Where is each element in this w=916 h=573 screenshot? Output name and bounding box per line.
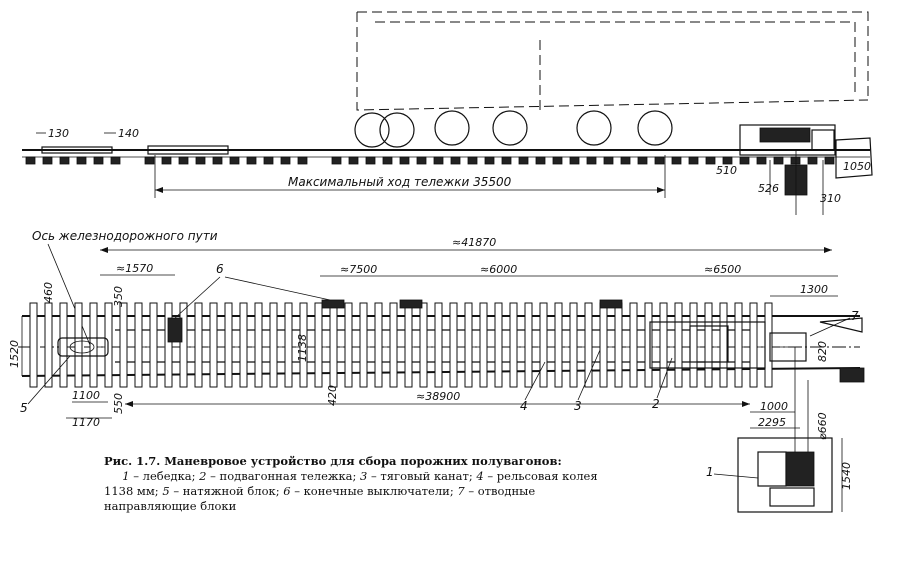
sleeper — [366, 157, 375, 164]
sleeper — [165, 303, 172, 387]
sleeper — [740, 157, 749, 164]
sleeper — [451, 157, 460, 164]
caption-text-5: – натяжной блок; — [169, 484, 284, 498]
sleeper — [519, 157, 528, 164]
dim-1520: 1520 — [8, 340, 21, 368]
sleeper — [553, 157, 562, 164]
sleeper — [621, 157, 630, 164]
dim-140: 140 — [118, 127, 139, 140]
caption-text-6: – конечные выключатели; — [290, 484, 458, 498]
sleeper — [150, 303, 157, 387]
sleeper — [390, 303, 397, 387]
sleeper — [420, 303, 427, 387]
sleeper — [264, 157, 273, 164]
sleeper — [765, 303, 772, 387]
sleeper — [690, 303, 697, 387]
dim-1540: 1540 — [840, 462, 853, 490]
sleeper — [26, 157, 35, 164]
caption-num-1: 1 — [122, 469, 130, 483]
sleeper — [43, 157, 52, 164]
sleeper — [111, 157, 120, 164]
sleeper — [270, 303, 277, 387]
callout-3: 3 — [574, 399, 582, 413]
dim-310: 310 — [820, 192, 841, 205]
sleeper — [281, 157, 290, 164]
sleeper — [247, 157, 256, 164]
caption-title: Рис. 1.7. Маневровое устройство для сбора порожних полувагонов: — [104, 454, 562, 468]
sleeper — [705, 303, 712, 387]
sleeper — [298, 157, 307, 164]
sleeper — [196, 157, 205, 164]
wagon-outline — [357, 12, 868, 110]
sleeper — [604, 157, 613, 164]
sleeper — [540, 303, 547, 387]
sleeper — [825, 157, 834, 164]
caption-num-6: 6 — [283, 484, 291, 498]
dim-6000: ≈6000 — [480, 263, 518, 276]
limit-switch — [400, 300, 422, 308]
dim-1570: ≈1570 — [116, 262, 154, 275]
sleeper — [570, 303, 577, 387]
sleeper — [383, 157, 392, 164]
sleeper — [630, 303, 637, 387]
dim-350: 350 — [112, 286, 125, 307]
sleeper — [75, 303, 82, 387]
dim-1138: 1138 — [296, 334, 309, 362]
sleeper — [162, 157, 171, 164]
sleeper — [615, 303, 622, 387]
sleeper — [405, 303, 412, 387]
sleeper — [720, 303, 727, 387]
sleeper — [213, 157, 222, 164]
limit-switch — [322, 300, 344, 308]
sleeper — [808, 157, 817, 164]
sleeper — [120, 303, 127, 387]
sleeper — [225, 303, 232, 387]
sleeper — [180, 303, 187, 387]
sleeper — [750, 303, 757, 387]
sleeper — [345, 303, 352, 387]
sleeper — [375, 303, 382, 387]
dim-total-length: ≈41870 — [452, 236, 497, 249]
callout-1: 1 — [706, 465, 714, 479]
sleeper — [285, 303, 292, 387]
sleeper — [315, 303, 322, 387]
dim-526: 526 — [758, 182, 779, 195]
callout-4: 4 — [520, 399, 528, 413]
dim-510: 510 — [716, 164, 737, 177]
wagon-wheels — [355, 111, 672, 147]
railway-axis-label: Ось железнодорожного пути — [32, 229, 218, 243]
elevation-view — [22, 12, 872, 215]
sleeper — [675, 303, 682, 387]
sleeper — [30, 303, 37, 387]
sleeper — [435, 303, 442, 387]
sleeper — [210, 303, 217, 387]
sleeper — [145, 157, 154, 164]
figure-caption — [104, 454, 624, 514]
caption-num-2: 2 — [199, 469, 207, 483]
dim-1300: 1300 — [800, 283, 828, 296]
caption-text-1: – лебедка; — [129, 469, 200, 483]
sleeper — [417, 157, 426, 164]
caption-num-5: 5 — [162, 484, 170, 498]
sleeper — [689, 157, 698, 164]
sleeper — [349, 157, 358, 164]
sleeper — [510, 303, 517, 387]
sleeper — [230, 157, 239, 164]
dim-820: 820 — [816, 341, 829, 362]
sleeper — [555, 303, 562, 387]
caption-text-3: – тяговый канат; — [367, 469, 477, 483]
dim-1100: 1100 — [72, 389, 100, 402]
sleeper — [706, 157, 715, 164]
sleeper — [255, 303, 262, 387]
dim-1000: 1000 — [760, 400, 788, 413]
sleeper — [450, 303, 457, 387]
dim-6500: ≈6500 — [704, 263, 742, 276]
callout-7: 7 — [851, 309, 859, 323]
sleeper — [240, 303, 247, 387]
sleeper — [645, 303, 652, 387]
sleeper — [638, 157, 647, 164]
sleeper — [330, 303, 337, 387]
sleeper — [791, 157, 800, 164]
callout-6: 6 — [216, 262, 224, 276]
sleeper — [723, 157, 732, 164]
sleeper — [536, 157, 545, 164]
dim-1050: 1050 — [843, 160, 871, 173]
sleeper — [495, 303, 502, 387]
sleeper — [502, 157, 511, 164]
sleeper — [570, 157, 579, 164]
sleeper — [94, 157, 103, 164]
sleeper — [332, 157, 341, 164]
sleeper — [587, 157, 596, 164]
sleeper — [465, 303, 472, 387]
sleeper — [525, 303, 532, 387]
travel-dimension: Максимальный ход тележки 35500 — [288, 175, 512, 189]
sleeper — [672, 157, 681, 164]
dim-660: ⌀660 — [816, 412, 829, 440]
dim-38900: ≈38900 — [416, 390, 461, 403]
sleeper — [480, 303, 487, 387]
sleeper — [360, 303, 367, 387]
elevation-sleepers — [26, 157, 834, 164]
caption-text-7: – отводные направляющие блоки — [104, 484, 536, 513]
sleeper — [600, 303, 607, 387]
sleeper — [485, 157, 494, 164]
caption-num-4: 4 — [476, 469, 484, 483]
sleeper — [60, 303, 67, 387]
callout-5: 5 — [20, 401, 28, 415]
sleeper — [400, 157, 409, 164]
sleeper — [179, 157, 188, 164]
callout-2: 2 — [652, 397, 660, 411]
sleeper — [45, 303, 52, 387]
sleeper — [757, 157, 766, 164]
dim-1170: 1170 — [72, 416, 100, 429]
sleeper — [468, 157, 477, 164]
caption-num-7: 7 — [457, 484, 465, 498]
dim-420: 420 — [326, 385, 339, 406]
sleeper — [774, 157, 783, 164]
sleeper — [434, 157, 443, 164]
dim-550: 550 — [112, 393, 125, 414]
caption-num-3: 3 — [360, 469, 368, 483]
sleeper — [135, 303, 142, 387]
limit-switch — [168, 318, 182, 342]
sleeper — [655, 157, 664, 164]
dim-2295: 2295 — [758, 416, 786, 429]
sleeper — [585, 303, 592, 387]
limit-switch — [600, 300, 622, 308]
dim-460: 460 — [42, 282, 55, 303]
caption-text-2: – подвагонная тележка; — [206, 469, 361, 483]
dim-130: 130 — [48, 127, 69, 140]
dim-7500: ≈7500 — [340, 263, 378, 276]
sleeper — [195, 303, 202, 387]
caption-text-4: – рельсовая колея 1138 мм; — [104, 469, 598, 498]
sleeper — [735, 303, 742, 387]
sleeper — [77, 157, 86, 164]
sleeper — [60, 157, 69, 164]
